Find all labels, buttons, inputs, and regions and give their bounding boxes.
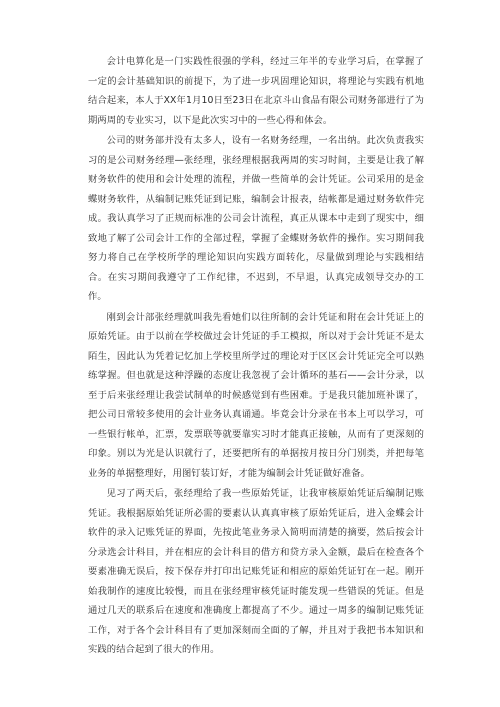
paragraph-4: 见习了两天后，张经理给了我一些原始凭证，让我审核原始凭证后编制记账凭证。我根据原始凭证所必需的要素认认真真审核了原始凭证后，进入金蝶会计软件的录入记账凭证的界面，先按此笔业务录入简明而清楚的摘要，然后按会计分录选会计科目，并在相应的会计科目的借方和贷方录入金额，最后在检查各个要素准确无误后，按下保存并打印出记账凭证和相应的原始凭证钉在一起。刚开始我制作的速度比较慢，而且在张经理审核凭证时能发现一些错误的凭证。但是通过几天的联系后在速度和准确度上都提高了不少。通过一周多的编制记账凭证工作，对于各个会计科目有了更加深刻而全面的了解，并且对于我把书本知识和实践的结合起到了很大的作用。 (88, 488, 424, 655)
paragraph-1: 会计电算化是一门实践性很强的学科，经过三年半的专业学习后，在掌握了一定的会计基础知识的前提下，为了进一步巩固理论知识，将理论与实践有机地结合起来，本人于XX年1月10日至23日在北京斗山食品有限公司财务部进行了为期两周的专业实习，以下是此次实习中的一些心得和体会。 (88, 56, 424, 126)
document-body (88, 52, 424, 661)
paragraph-2: 公司的财务部并没有太多人，设有一名财务经理，一名出纳。此次负责我实习的是公司财务经理—张经理，张经理根据我两周的实习时间，主要是让我了解财务软件的使用和会计处理的流程，并做一些简单的会计凭证。公司采用的是金蝶财务软件，从编制记账凭证到记账，编制会计报表，结帐都是通过财务软件完成。我认真学习了正规而标准的公司会计流程，真正从课本中走到了现实中，细致地了解了公司会计工作的全部过程，掌握了金蝶财务软件的操作。实习期间我努力将自己在学校所学的理论知识向实践方面转化，尽量做到理论与实践相结合。在实习期间我遵守了工作纪律，不迟到，不早退，认真完成领导交办的工作。 (88, 135, 424, 302)
paragraph-3: 刚到会计部张经理就叫我先看她们以往所制的会计凭证和附在会计凭证上的原始凭证。由于以前在学校做过会计凭证的手工模拟，所以对于会计凭证不是太陌生，因此认为凭着记忆加上学校里所学过的理论对于区区会计凭证完全可以熟练掌握。但也就是这种浮躁的态度让我忽视了会计循环的基石——会计分录，以至于后来张经理让我尝试制单的时候感觉到有些困难。于是我只能加班补课了，把公司日常较多使用的会计业务认真诵通。毕竟会计分录在书本上可以学习，可一些银行帐单，汇票，发票联等就要靠实习时才能真正接触，从而有了更深刻的印象。别以为光是认识就行了，还要把所有的单据按月按日分门别类，并把每笔业务的单据整理好，用图钉装订好，才能为编制会计凭证做好准备。 (88, 311, 424, 479)
